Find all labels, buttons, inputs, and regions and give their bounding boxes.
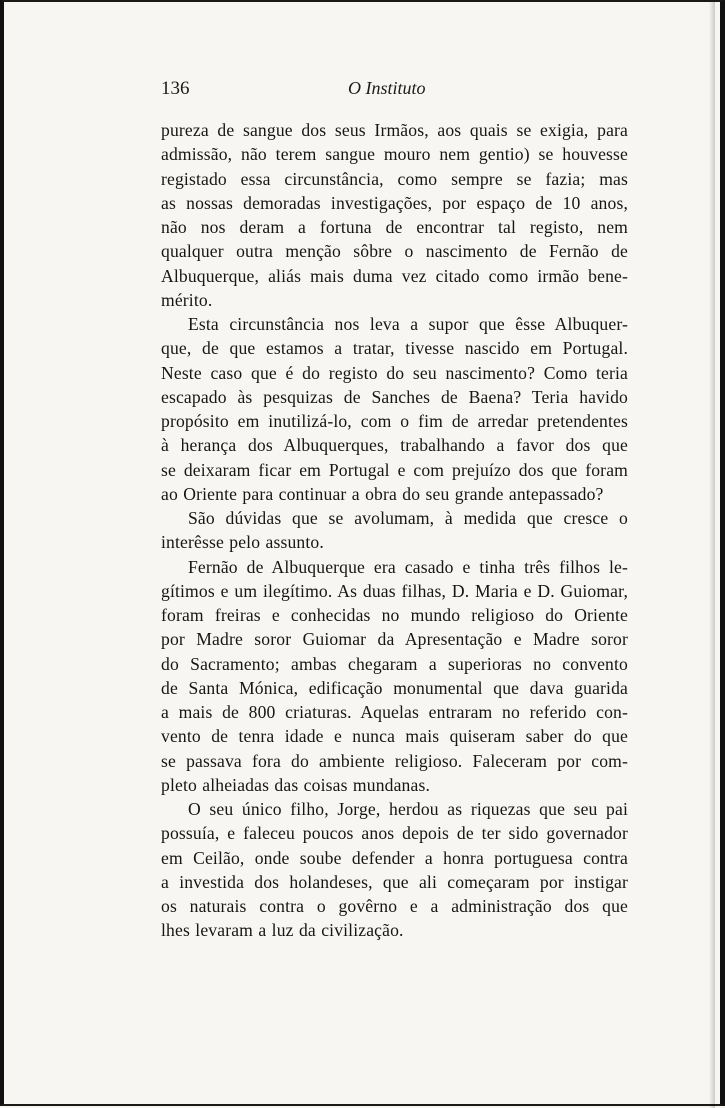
text-line: Albuquerque, aliás mais duma vez citado como irmão bene- <box>161 265 628 286</box>
paragraph <box>161 506 628 555</box>
page-edge-shadow <box>709 2 715 1108</box>
text-line: foram freiras e conhecidas no mundo religioso do Oriente <box>161 605 628 625</box>
text-line: do Sacramento; ambas chegaram a superioras no convento <box>161 653 628 674</box>
paragraph <box>161 312 628 506</box>
text-line: Fernão de Albuquerque era casado e tinha três filhos le- <box>188 556 628 577</box>
body-text <box>161 118 628 943</box>
text-line: em Ceilão, onde soube defender a honra portuguesa contra <box>161 847 628 868</box>
text-line: pureza de sangue dos seus Irmãos, aos quais se exigia, para <box>161 120 628 140</box>
text-line: à herança dos Albuquerques, trabalhando a favor dos que <box>161 435 628 456</box>
text-line: a mais de 800 criaturas. Aquelas entraram no referido con- <box>161 702 628 722</box>
text-line: registado essa circunstância, como sempre se fazia; mas <box>161 168 628 189</box>
text-line: Neste caso que é do registo do seu nascimento? Como teria <box>161 362 628 383</box>
text-line: não nos deram a fortuna de encontrar tal registo, nem <box>161 217 628 237</box>
text-line: que, de que estamos a tratar, tivesse nascido em Portugal. <box>161 338 628 359</box>
text-line: propósito em inutilizá-lo, com o fim de arredar pretendentes <box>161 411 628 431</box>
text-line: se deixaram ficar em Portugal e com prejuízo dos que foram <box>161 459 628 480</box>
paragraph <box>161 118 628 312</box>
text-line: de Santa Mónica, edificação monumental que dava guarida <box>161 677 628 698</box>
text-line: mérito. <box>161 289 213 310</box>
text-line: interêsse pelo assunto. <box>161 532 324 553</box>
running-title: O Instituto <box>348 78 426 98</box>
text-line: as nossas demoradas investigações, por espaço de 10 anos, <box>161 192 628 213</box>
text-line: O seu único filho, Jorge, herdou as riquezas que seu pai <box>188 799 628 819</box>
text-line: pleto alheiadas das coisas mundanas. <box>161 774 431 795</box>
text-line: escapado às pesquizas de Sanches de Baena? Teria havido <box>161 386 628 407</box>
text-line: ao Oriente para continuar a obra do seu grande antepassado? <box>161 483 604 504</box>
text-line: lhes levaram a luz da civilização. <box>161 920 404 941</box>
paragraph <box>161 555 628 798</box>
text-line: possuía, e faleceu poucos anos depois de ter sido governador <box>161 823 628 844</box>
text-line: admissão, não terem sangue mouro nem gentio) se houvesse <box>161 144 628 165</box>
text-line: Esta circunstância nos leva a supor que êsse Albuquer- <box>188 314 628 334</box>
text-line: São dúvidas que se avolumam, à medida que cresce o <box>188 508 628 528</box>
text-line: por Madre soror Guiomar da Apresentação e Madre soror <box>161 629 628 650</box>
text-line: vento de tenra idade e nunca mais quiseram saber do que <box>161 726 628 747</box>
text-line: os naturais contra o govêrno e a administração dos que <box>161 896 628 916</box>
text-line: a investida dos holandeses, que ali começaram por instigar <box>161 871 628 892</box>
text-line: gítimos e um ilegítimo. As duas filhas, D. Maria e D. Guiomar, <box>161 580 628 601</box>
text-line: se passava fora do ambiente religioso. Faleceram por com- <box>161 750 628 771</box>
page-number: 136 <box>161 78 190 99</box>
paragraph <box>161 797 628 943</box>
running-header <box>161 78 621 104</box>
text-line: qualquer outra menção sôbre o nascimento de Fernão de <box>161 241 628 262</box>
